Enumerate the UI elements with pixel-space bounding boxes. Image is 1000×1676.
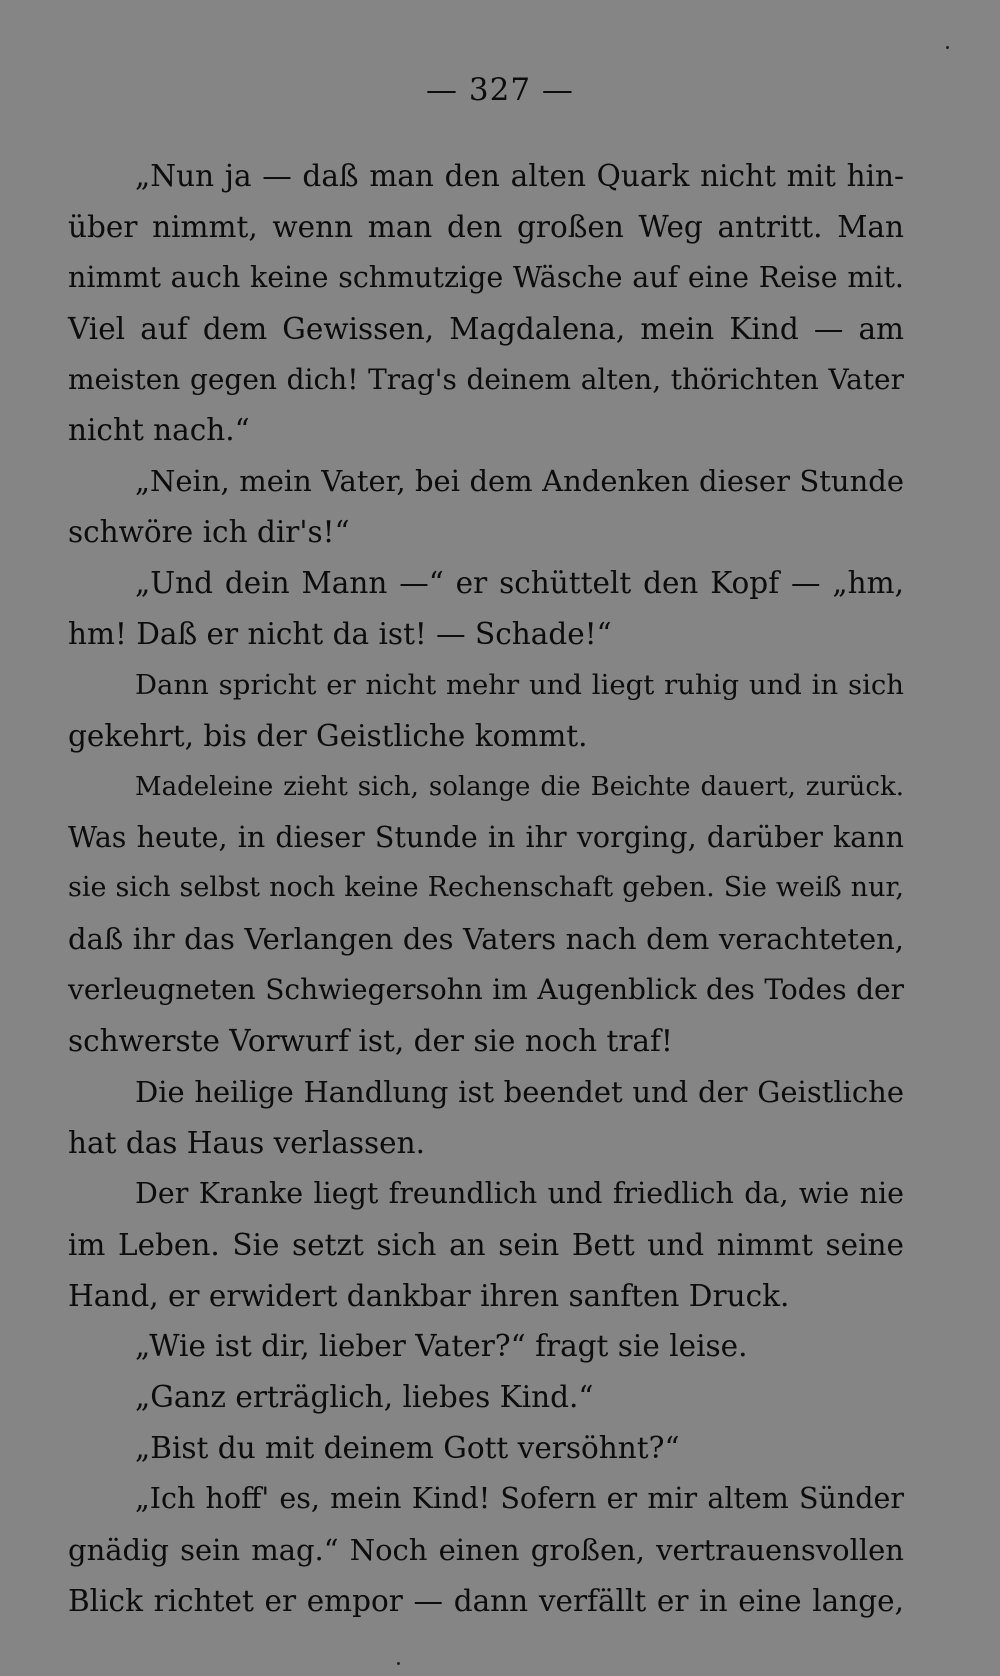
- body-text: [68, 151, 904, 1627]
- text-line: „Nein, mein Vater, bei dem Andenken dieser Stunde: [135, 464, 904, 499]
- paper-speck: [397, 1662, 400, 1665]
- text-line: Dann spricht er nicht mehr und liegt ruhig und in sich: [135, 668, 904, 701]
- page-number: — 327 —: [426, 72, 574, 108]
- text-line: Die heilige Handlung ist beendet und der Geistliche: [135, 1075, 904, 1110]
- text-line: sie sich selbst noch keine Rechenschaft geben. Sie weiß nur,: [68, 872, 904, 904]
- text-line: Was heute, in dieser Stunde in ihr vorging, darüber kann: [68, 820, 904, 854]
- text-line: schwerste Vorwurf ist, der sie noch traf!: [68, 1024, 673, 1059]
- text-line: verleugneten Schwiegersohn im Augenblick des Todes der: [68, 973, 904, 1007]
- text-line: Madeleine zieht sich, solange die Beichte dauert, zurück.: [135, 771, 904, 802]
- text-line: „Und dein Mann —“ er schüttelt den Kopf — „hm,: [135, 566, 904, 601]
- paper-speck: [946, 46, 949, 49]
- text-line: im Leben. Sie setzt sich an sein Bett und nimmt seine: [68, 1227, 904, 1262]
- text-line: „Nun ja — daß man den alten Quark nicht mit hin-: [135, 159, 904, 193]
- text-line: „Ganz erträglich, liebes Kind.“: [135, 1380, 594, 1415]
- text-line: meisten gegen dich! Trag's deinem alten, thörichten Vater: [68, 362, 904, 396]
- text-line: „Ich hoff' es, mein Kind! Sofern er mir altem Sünder: [135, 1482, 904, 1516]
- text-line: daß ihr das Verlangen des Vaters nach dem verachteten,: [68, 922, 904, 957]
- text-line: „Bist du mit deinem Gott versöhnt?“: [135, 1431, 680, 1466]
- text-line: schwöre ich dir's!“: [68, 515, 350, 550]
- text-line: nicht nach.“: [68, 413, 250, 448]
- text-line: „Wie ist dir, lieber Vater?“ fragt sie leise.: [135, 1329, 748, 1364]
- text-line: Der Kranke liegt freundlich und friedlich da, wie nie: [135, 1176, 904, 1210]
- text-line: hat das Haus verlassen.: [68, 1125, 425, 1160]
- text-line: nimmt auch keine schmutzige Wäsche auf eine Reise mit.: [68, 260, 904, 294]
- text-line: über nimmt, wenn man den großen Weg antritt. Man: [68, 209, 904, 244]
- text-line: Blick richtet er empor — dann verfällt er in eine lange,: [68, 1583, 904, 1618]
- text-line: gnädig sein mag.“ Noch einen großen, vertrauensvollen: [68, 1533, 904, 1568]
- text-line: hm! Daß er nicht da ist! — Schade!“: [68, 617, 612, 652]
- text-line: Viel auf dem Gewissen, Magdalena, mein Kind — am: [68, 311, 904, 346]
- text-line: gekehrt, bis der Geistliche kommt.: [68, 718, 588, 753]
- text-line: Hand, er erwidert dankbar ihren sanften Druck.: [68, 1278, 790, 1313]
